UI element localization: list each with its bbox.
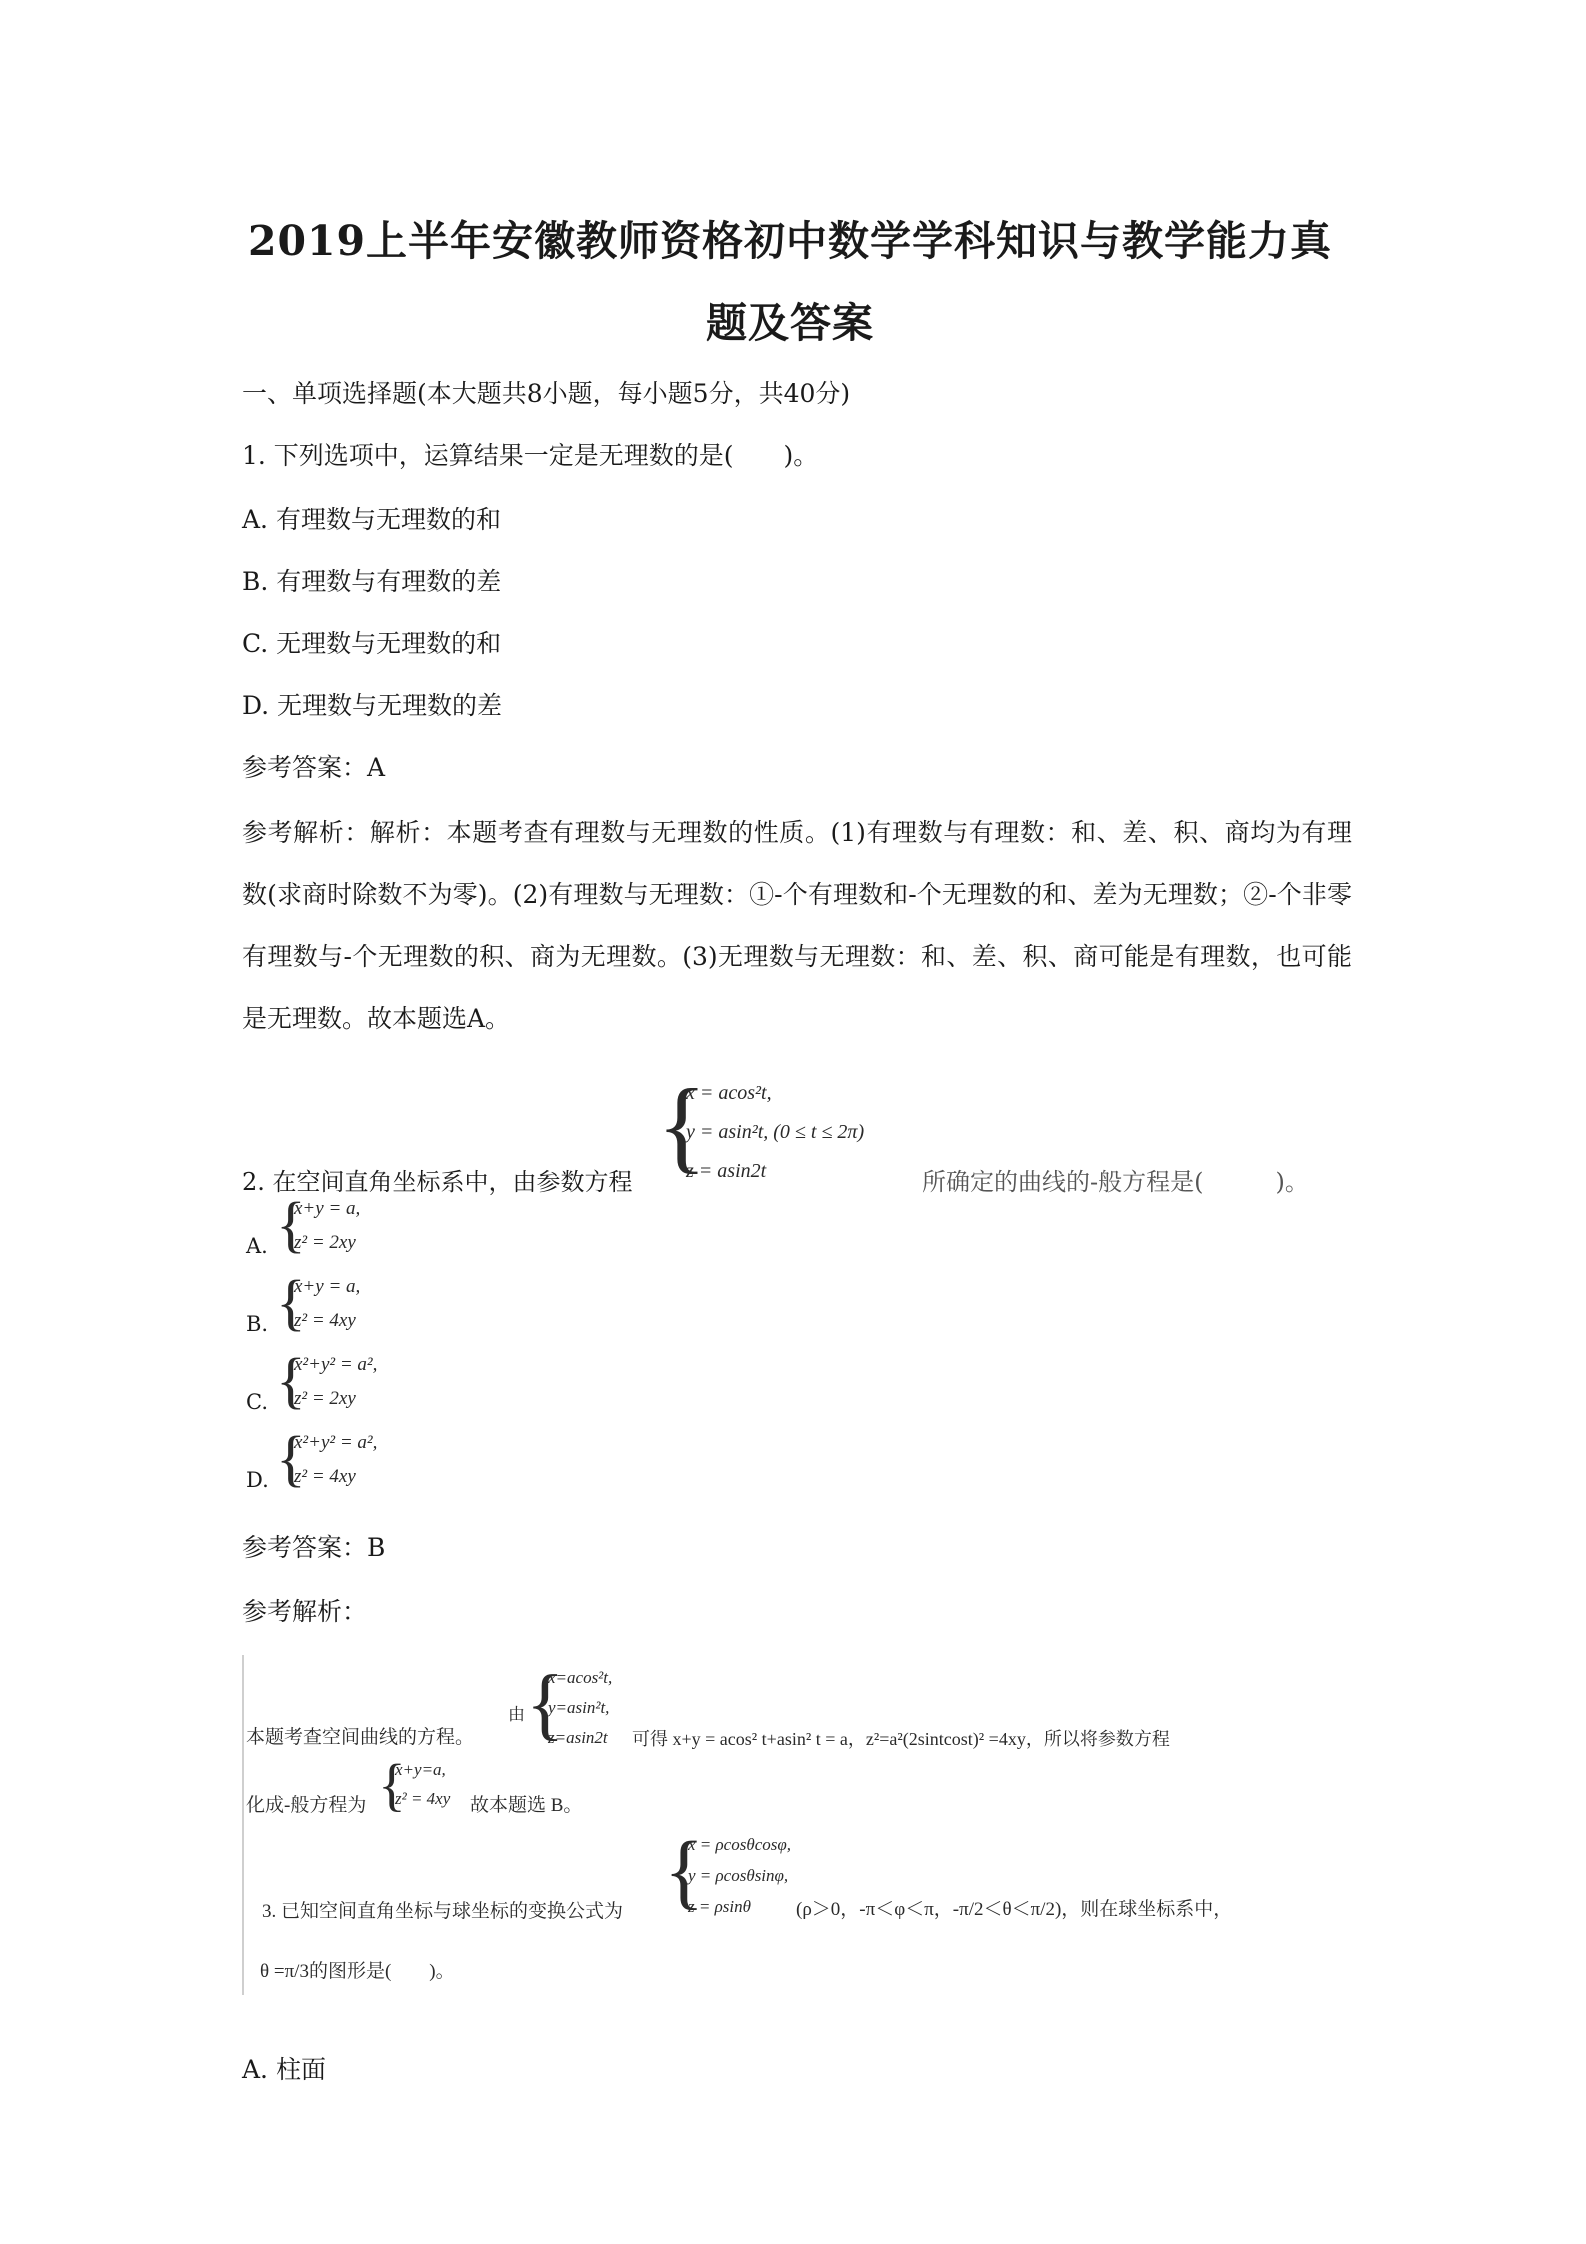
q1-option-a: A. 有理数与无理数的和	[242, 505, 501, 534]
q3-option-a: A. 柱面	[242, 2055, 326, 2084]
scan-sys2-eq2: z² = 4xy	[395, 1789, 451, 1808]
q2-option-a-label: A.	[246, 1234, 268, 1258]
scan-you: 由	[508, 1705, 525, 1724]
q2-analysis-label: 参考解析：	[242, 1597, 368, 1626]
q2-stem-suffix: 所确定的曲线的-般方程是( )。	[922, 1168, 1309, 1196]
scan-text-1: 本题考查空间曲线的方程。	[246, 1727, 475, 1748]
q2-option-c-label: C.	[246, 1390, 268, 1414]
q2-option-a-eq2: z² = 2xy	[294, 1232, 356, 1253]
q2-param-eq1: x = acos²t,	[686, 1082, 772, 1104]
q1-option-c: C. 无理数与无理数的和	[242, 629, 502, 658]
scan-text-2: 可得 x+y = acos² t+asin² t = a，z²=a²(2sintcost)² =4xy，所以将参数方程	[632, 1729, 1170, 1749]
q2-option-a-brace: {	[276, 1191, 306, 1259]
doc-title-line2: 题及答案	[706, 299, 874, 347]
scan-text-3: 化成-般方程为	[246, 1795, 367, 1816]
q2-option-b-eq2: z² = 4xy	[294, 1310, 356, 1331]
q3-stem-line2: θ =π/3的图形是( )。	[260, 1961, 455, 1982]
q3-sys-brace: {	[664, 1825, 705, 1918]
scan-sys2-eq1: x+y=a,	[395, 1760, 446, 1779]
q2-param-eq2: y = asin²t, (0 ≤ t ≤ 2π)	[686, 1121, 865, 1143]
q2-param-eq3: z = asin2t	[686, 1160, 767, 1182]
q2-option-b-eq1: x+y = a,	[294, 1276, 361, 1297]
q1-analysis: 参考解析：解析：本题考查有理数与无理数的性质。(1)有理数与有理数：和、差、积、商均为有理数(求商时除数不为零)。(2)有理数与无理数：①-个有理数和-个无理数的和、差为无理数；②-个非零有理数与-个无理数的积、商为无理数。(3)无理数与无理数：和、差、积、商可能是有理数，也可能是无理数。故本题选A。	[242, 818, 1352, 1033]
q1-answer: 参考答案：A	[242, 753, 386, 782]
q3-stem-prefix: 3. 已知空间直角坐标与球坐标的变换公式为	[262, 1901, 624, 1922]
scan-sys-eq2: y=asin²t,	[548, 1698, 610, 1717]
q1-stem: 1. 下列选项中，运算结果一定是无理数的是( )。	[242, 441, 819, 470]
q2-option-c-eq1: x²+y² = a²,	[294, 1354, 378, 1375]
q1-option-d: D. 无理数与无理数的差	[242, 691, 503, 720]
q2-option-c-brace: {	[276, 1347, 306, 1415]
q3-sys-eq2: y = ρcosθsinφ,	[688, 1866, 789, 1885]
q2-option-d-brace: {	[276, 1425, 306, 1493]
q2-option-d-label: D.	[246, 1468, 269, 1492]
q2-option-d-eq2: z² = 4xy	[294, 1466, 356, 1487]
q2-option-b-label: B.	[246, 1312, 269, 1336]
q2-answer: 参考答案：B	[242, 1533, 386, 1562]
scan-sys2-brace: {	[378, 1752, 406, 1817]
q2-option-c-eq2: z² = 2xy	[294, 1388, 356, 1409]
scan-text-4: 故本题选 B。	[470, 1795, 583, 1816]
analysis-scan-image	[242, 1655, 1354, 1995]
q1-option-b: B. 有理数与有理数的差	[242, 567, 502, 596]
q2-stem-prefix: 2. 在空间直角坐标系中，由参数方程	[242, 1168, 633, 1196]
doc-title-line1: 2019上半年安徽教师资格初中数学学科知识与教学能力真	[247, 217, 1333, 265]
q3-sys-eq1: x = ρcosθcosφ,	[688, 1835, 792, 1854]
q2-option-a-eq1: x+y = a,	[294, 1198, 361, 1219]
q3-sys-eq3: z = ρsinθ	[688, 1897, 751, 1916]
q3-condition: (ρ＞0，-π＜φ＜π，-π/2＜θ＜π/2)，则在球坐标系中，	[796, 1899, 1233, 1920]
q2-option-d-eq1: x²+y² = a²,	[294, 1432, 378, 1453]
q2-option-b-brace: {	[276, 1269, 306, 1337]
q2-param-brace: {	[657, 1068, 707, 1183]
section-heading: 一、单项选择题(本大题共8小题，每小题5分，共40分)	[242, 379, 851, 408]
scan-sys-brace: {	[526, 1660, 565, 1748]
scan-sys-eq3: z=asin2t	[548, 1728, 608, 1747]
scan-sys-eq1: x=acos²t,	[548, 1668, 613, 1687]
